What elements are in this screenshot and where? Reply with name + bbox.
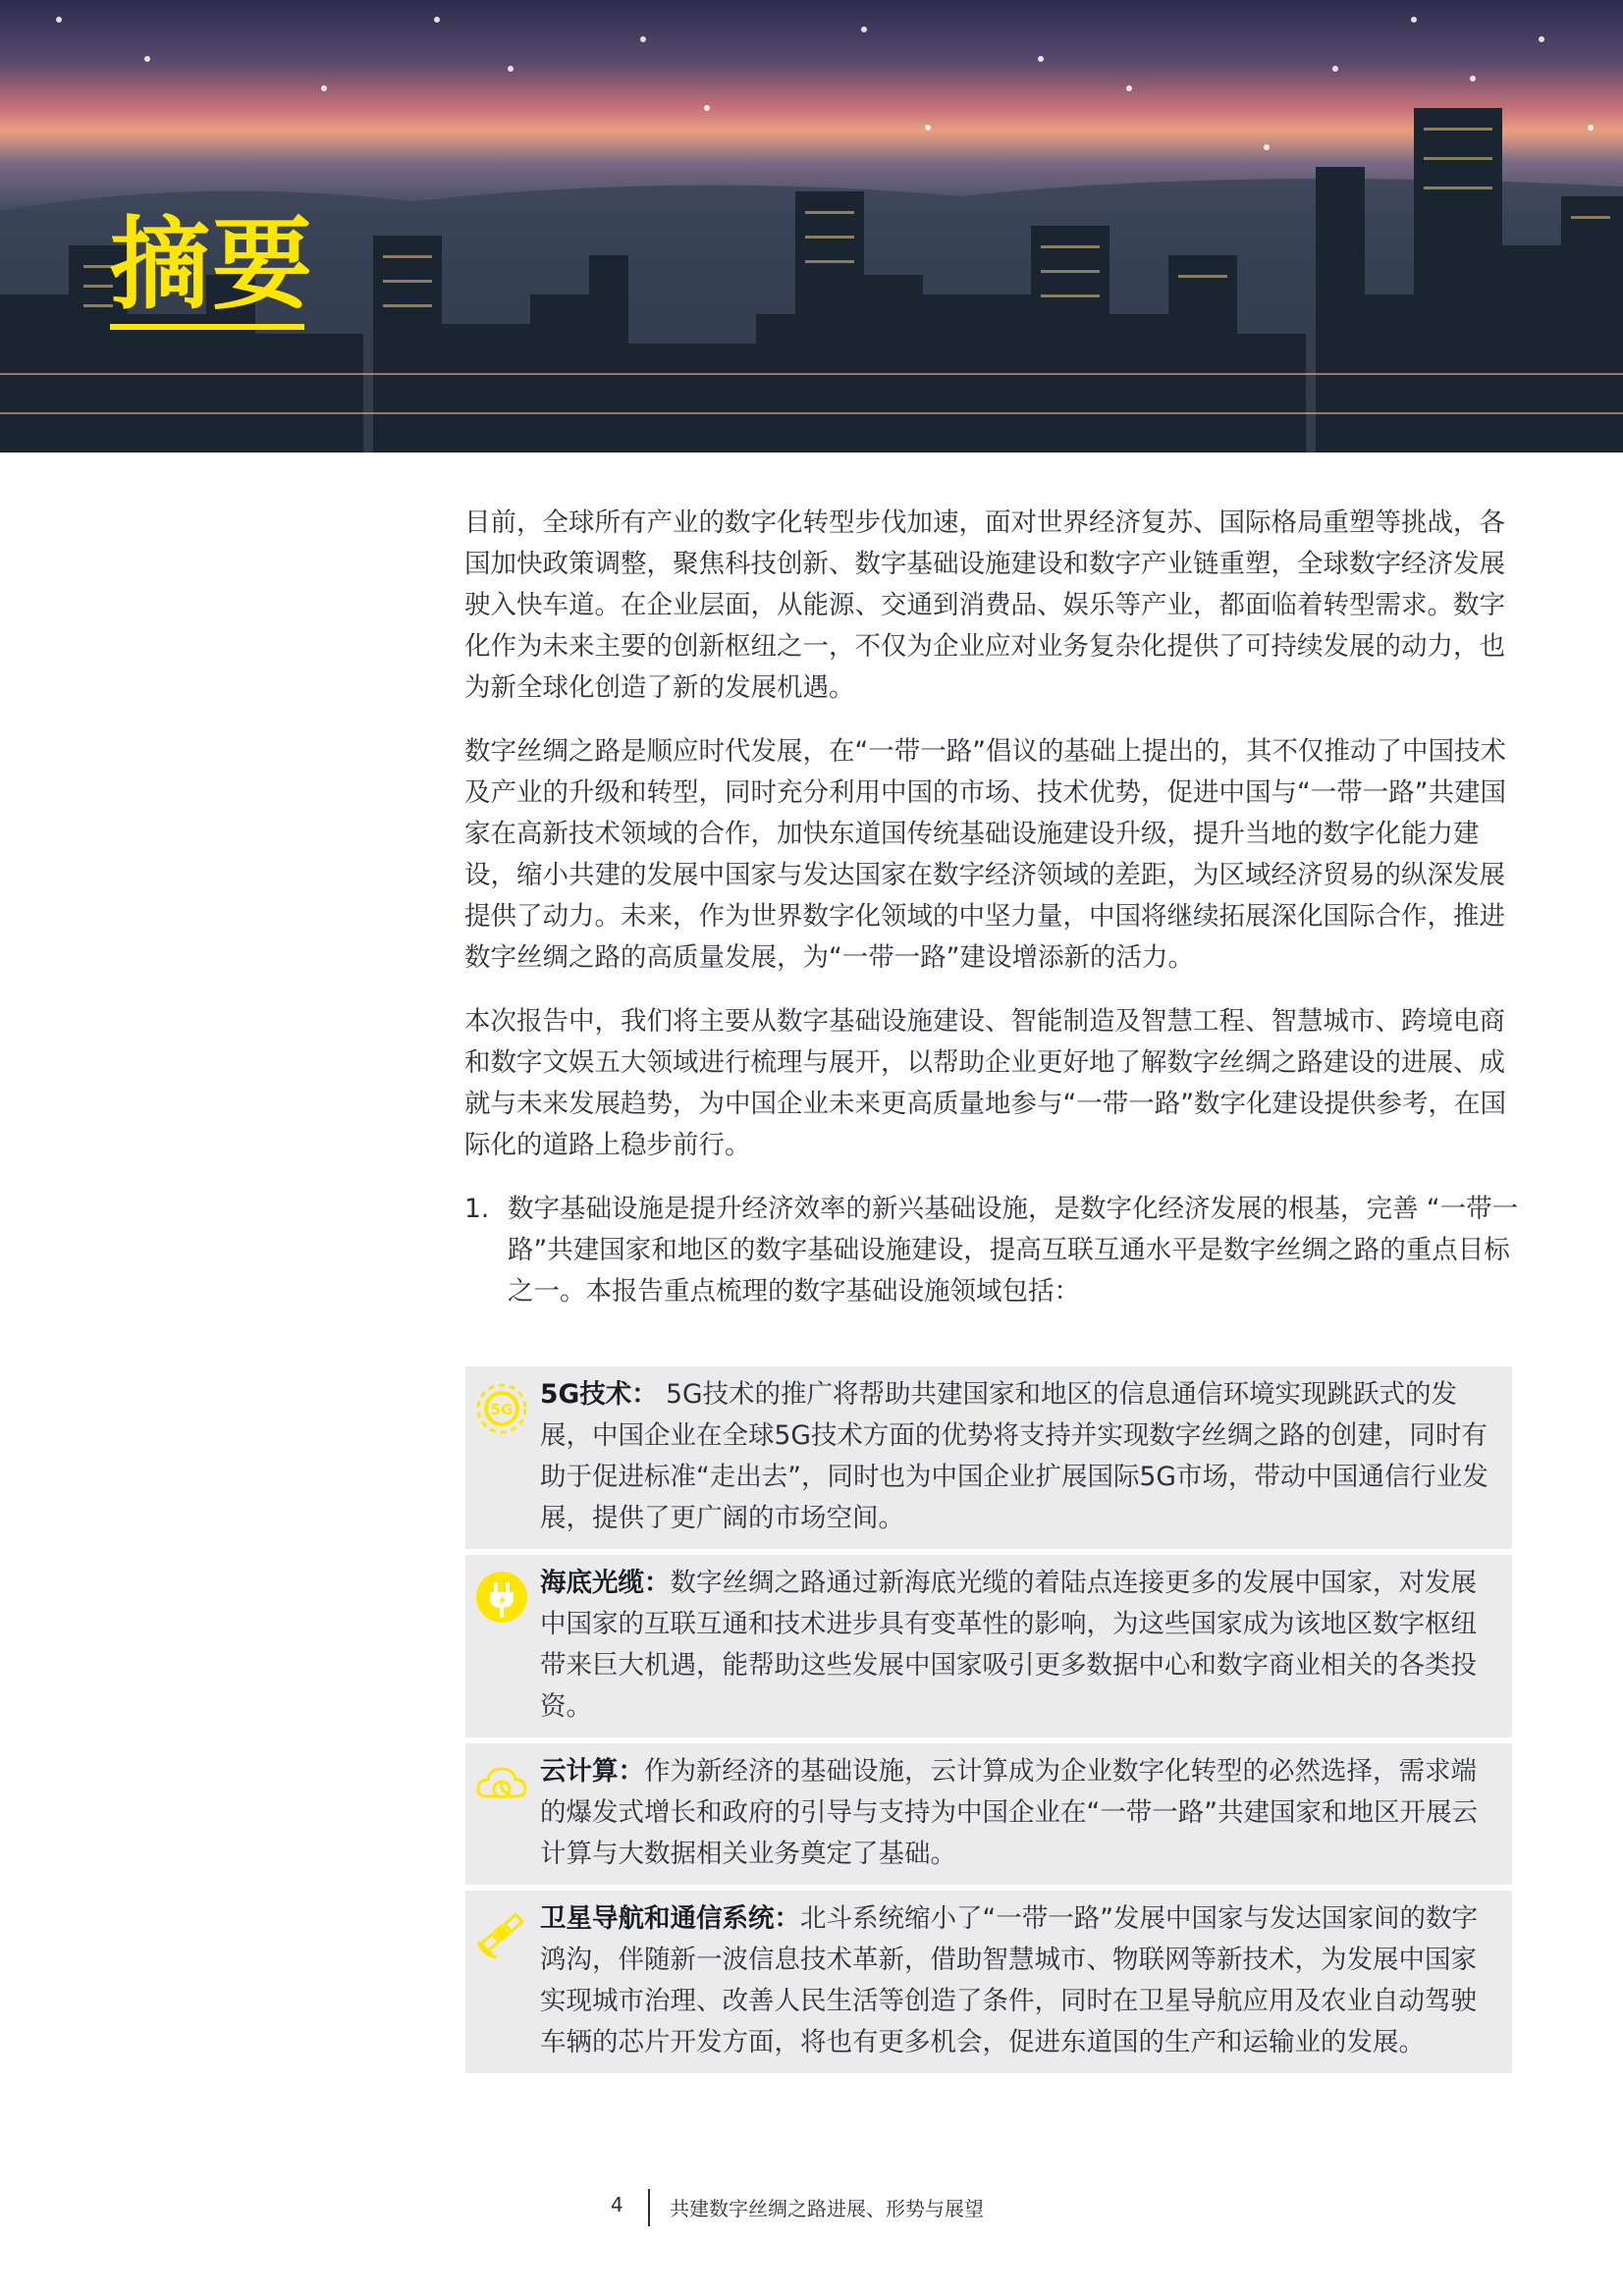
- card-cable-text: 数字丝绸之路通过新海底光缆的着陆点连接更多的发展中国家，对发展中国家的互联互通和技术进步具有变革性的影响，为这些国家成为该地区数字枢纽带来巨大机遇，能帮助这些发展中国家吸引更多数据中心和数字商业相关的各类投资。: [540, 1568, 1477, 1722]
- footer-divider: [648, 2189, 650, 2226]
- paragraph-digital-silk-road: 数字丝绸之路是顺应时代发展，在“一带一路”倡议的基础上提出的，其不仅推动了中国技术及产业的升级和转型，同时充分利用中国的市场、技术优势，促进中国与“一带一路”共建国家在高新技术领域的合作，加快东道国传统基础设施建设升级，提升当地的数字化能力建设，缩小共建的发展中国家与发达国家在数字经济领域的差距，为区域经济贸易的纵深发展提供了动力。未来，作为世界数字化领域的中坚力量，中国将继续拓展深化国际合作，推进数字丝绸之路的高质量发展，为“一带一路”建设增添新的活力。: [464, 736, 1506, 973]
- title-block: [110, 207, 314, 330]
- paragraph-report-scope: 本次报告中，我们将主要从数字基础设施建设、智能制造及智慧工程、智慧城市、跨境电商和数字文娱五大领域进行梳理与展开，以帮助企业更好地了解数字丝绸之路建设的进展、成就与未来发展趋势，为中国企业未来更高质量地参与“一带一路”数字化建设提供参考，在国际化的道路上稳步前行。: [464, 1006, 1506, 1160]
- card-cable-title: 海底光缆：: [540, 1568, 671, 1598]
- satellite-icon: [473, 1898, 540, 2063]
- card-cloud-title: 云计算：: [540, 1756, 644, 1787]
- footer-title: 共建数字丝绸之路进展、形势与展望: [670, 2197, 984, 2220]
- page-number: 4: [611, 2193, 623, 2216]
- title-underline: [110, 324, 304, 330]
- card-submarine-cable: [465, 1555, 1512, 1737]
- hero-banner: [0, 0, 1623, 453]
- card-5g: [465, 1366, 1512, 1549]
- card-satellite-navigation: [465, 1891, 1512, 2073]
- infrastructure-cards: [465, 1366, 1512, 2079]
- paragraph-intro: 目前，全球所有产业的数字化转型步伐加速，面对世界经济复苏、国际格局重塑等挑战，各国加快政策调整，聚焦科技创新、数字基础设施建设和数字产业链重塑，全球数字经济发展驶入快车道。在企业层面，从能源、交通到消费品、娱乐等产业，都面临着转型需求。数字化作为未来主要的创新枢纽之一，不仅为企业应对业务复杂化提供了可持续发展的动力，也为新全球化创造了新的发展机遇。: [464, 507, 1505, 703]
- page-footer: [0, 2189, 1623, 2228]
- plug-icon: [473, 1563, 540, 1728]
- main-content: [464, 503, 1525, 1312]
- card-cloud-text: 作为新经济的基础设施，云计算成为企业数字化转型的必然选择，需求端的爆发式增长和政府的引导与支持为中国企业在“一带一路”共建国家和地区开展云计算与大数据相关业务奠定了基础。: [540, 1756, 1478, 1869]
- page-title: 摘要: [110, 207, 314, 324]
- numbered-item: [464, 1189, 1525, 1312]
- card-5g-title: 5G技术：: [540, 1379, 658, 1410]
- item-number: 1.: [464, 1194, 490, 1224]
- card-cloud-computing: [465, 1743, 1512, 1885]
- svg-text:5G: 5G: [490, 1401, 514, 1418]
- card-satellite-title: 卫星导航和通信系统：: [540, 1903, 800, 1934]
- card-satellite-text: 北斗系统缩小了“一带一路”发展中国家与发达国家间的数字鸿沟，伴随新一波信息技术革新，借助智慧城市、物联网等新技术，为发展中国家实现城市治理、改善人民生活等创造了条件，同时在卫星导航应用及农业自动驾驶车辆的芯片开发方面，将也有更多机会，促进东道国的生产和运输业的发展。: [540, 1903, 1478, 2057]
- 5g-icon: [473, 1374, 540, 1539]
- cloud-icon: [473, 1751, 540, 1875]
- card-5g-text: 5G技术的推广将帮助共建国家和地区的信息通信环境实现跳跃式的发展，中国企业在全球5G技术方面的优势将支持并实现数字丝绸之路的创建，同时有助于促进标准“走出去”，同时也为中国企业扩展国际5G市场，带动中国通信行业发展，提供了更广阔的市场空间。: [540, 1379, 1488, 1533]
- item-text: 数字基础设施是提升经济效率的新兴基础设施，是数字化经济发展的根基，完善 “一带一路”共建国家和地区的数字基础设施建设，提高互联互通水平是数字丝绸之路的重点目标之一。本报告重点梳理的数字基础设施领域包括：: [508, 1194, 1519, 1307]
